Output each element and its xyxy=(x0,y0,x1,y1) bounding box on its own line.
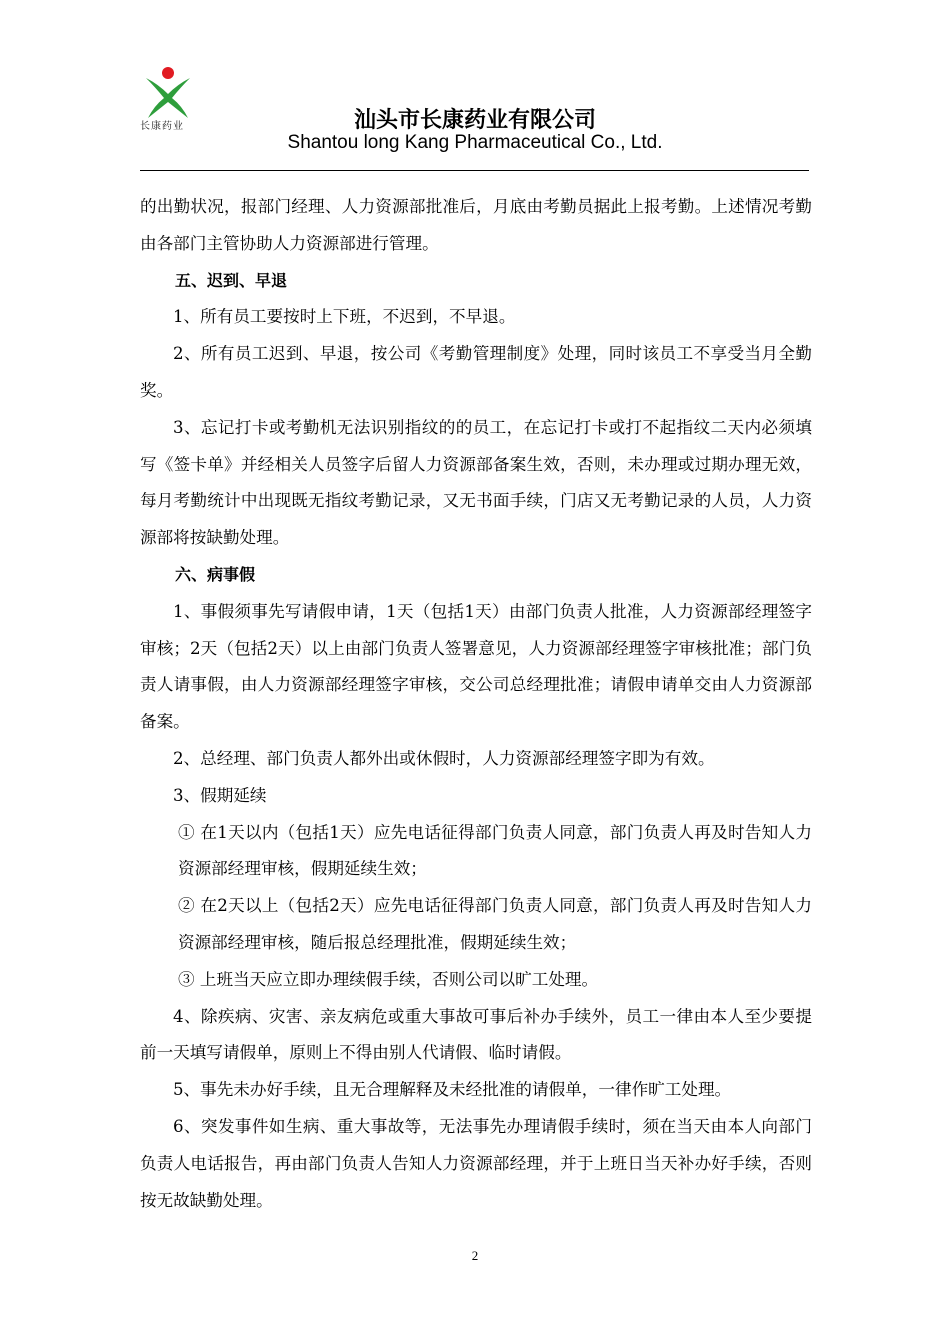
paragraph: 3、假期延续 xyxy=(173,785,267,805)
logo-text: 长康药业 xyxy=(140,121,184,132)
paragraph: 6、突发事件如生病、重大事故等，无法事先办理请假手续时，须在当天由本人向部门负责人电话报告，再由部门负责人告知人力资源部经理，并于上班日当天补办好手续，否则按无故缺勤处理。 xyxy=(140,1116,812,1210)
header-divider xyxy=(140,170,809,171)
paragraph: 5、事先未办好手续，且无合理解释及未经批准的请假单，一律作旷工处理。 xyxy=(173,1080,732,1100)
paragraph: 3、忘记打卡或考勤机无法识别指纹的的员工，在忘记打卡或打不起指纹二天内必须填写《签卡单》并经相关人员签字后留人力资源部备案生效，否则，未办理或过期办理无效，每月考勤统计中出现既无指纹考勤记录，又无书面手续，门店又无考勤记录的人员，人力资源部将按缺勤处理。 xyxy=(140,417,812,548)
document-body xyxy=(140,189,812,1219)
sub-item: ① 在1天以内（包括1天）应先电话征得部门负责人同意，部门负责人再及时告知人力资源部经理审核，假期延续生效； xyxy=(178,822,812,879)
sub-item: ② 在2天以上（包括2天）应先电话征得部门负责人同意，部门负责人再及时告知人力资源部经理审核，随后报总经理批准，假期延续生效； xyxy=(178,896,812,952)
paragraph: 1、所有员工要按时上下班，不迟到，不早退。 xyxy=(173,307,516,327)
paragraph: 的出勤状况，报部门经理、人力资源部批准后，月底由考勤员据此上报考勤。上述情况考勤由各部门主管协助人力资源部进行管理。 xyxy=(140,197,812,253)
paragraph: 4、除疾病、灾害、亲友病危或重大事故可事后补办手续外，员工一律由本人至少要提前一天填写请假单，原则上不得由别人代请假、临时请假。 xyxy=(140,1006,812,1063)
paragraph: 1、事假须事先写请假申请，1天（包括1天）由部门负责人批准，人力资源部经理签字审核；2天（包括2天）以上由部门负责人签署意见，人力资源部经理签字审核批准；部门负责人请事假，由人力资源部经理签字审核，交公司总经理批准；请假申请单交由人力资源部备案。 xyxy=(140,601,812,732)
company-name-cn: 汕头市长康药业有限公司 xyxy=(353,108,596,133)
section-heading-5: 五、迟到、早退 xyxy=(175,270,288,290)
section-heading-6: 六、病事假 xyxy=(175,564,256,584)
sub-item: ③ 上班当天应立即办理续假手续，否则公司以旷工处理。 xyxy=(178,969,599,989)
page-number: 2 xyxy=(471,1248,479,1263)
paragraph: 2、总经理、部门负责人都外出或休假时，人力资源部经理签字即为有效。 xyxy=(173,748,715,768)
paragraph: 2、所有员工迟到、早退，按公司《考勤管理制度》处理，同时该员工不享受当月全勤奖。 xyxy=(140,344,812,400)
company-name-en: Shantou long Kang Pharmaceutical Co., Ltd. xyxy=(287,132,663,153)
